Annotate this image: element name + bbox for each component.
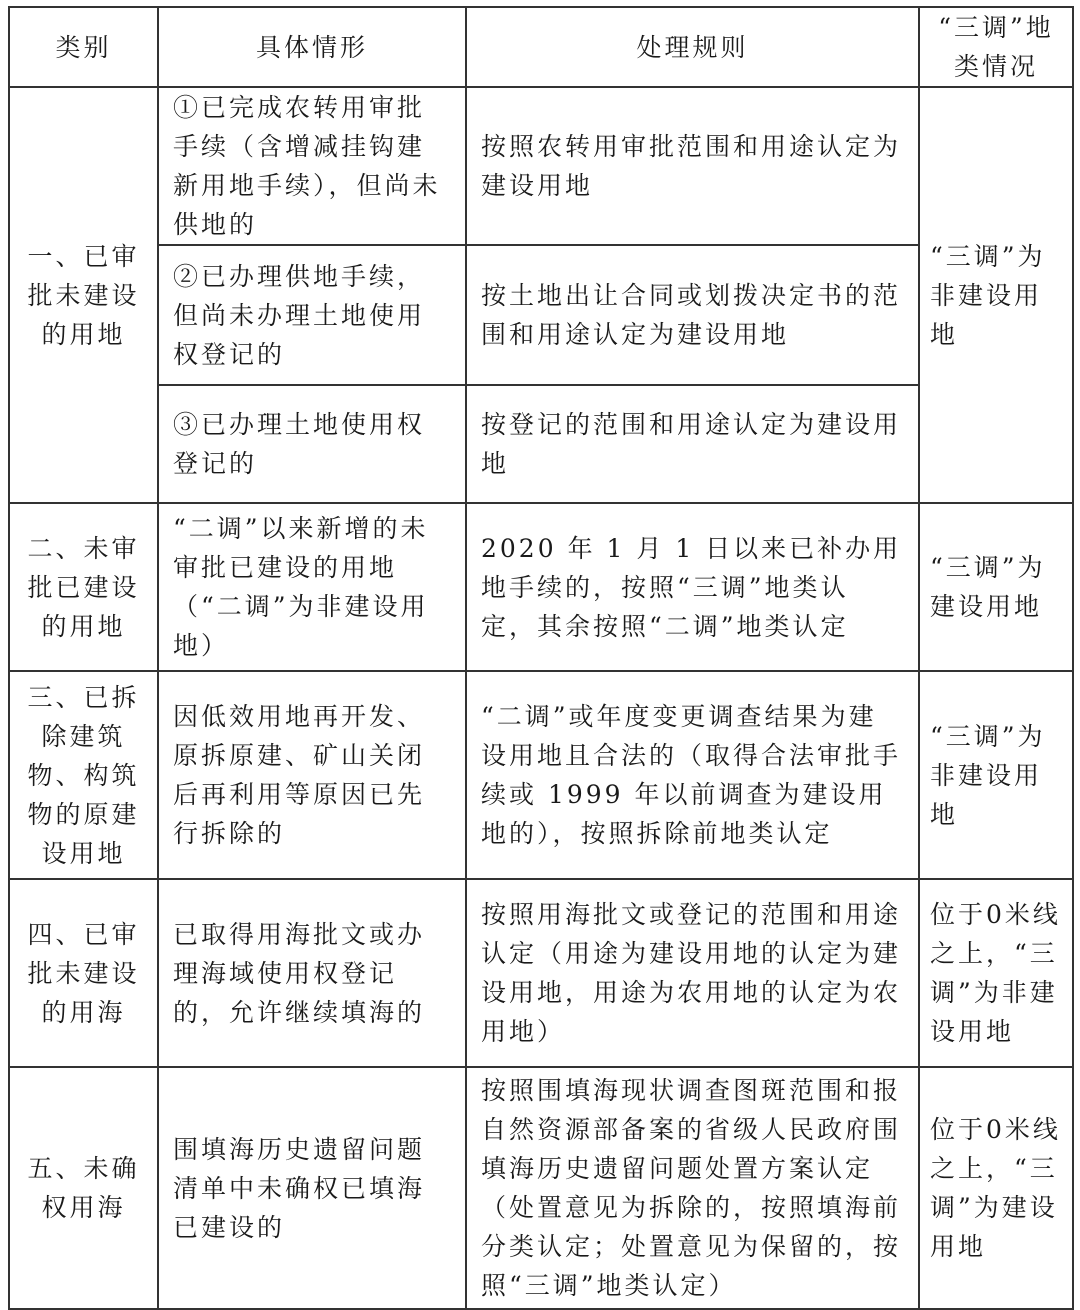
situation-cell: “二调”以来新增的未审批已建设的用地（“二调”为非建设用地） [158, 503, 466, 671]
table-row [9, 671, 1073, 879]
status-cell-5: 位于0米线之上，“三调”为建设用地 [919, 1067, 1073, 1309]
status-cell-4: 位于0米线之上，“三调”为非建设用地 [919, 879, 1073, 1067]
rule-cell: 按土地出让合同或划拨决定书的范围和用途认定为建设用地 [466, 245, 919, 385]
category-cell-3: 三、已拆除建筑物、构筑物的原建设用地 [9, 671, 158, 879]
table-row [9, 87, 1073, 245]
category-cell-2: 二、未审批已建设的用地 [9, 503, 158, 671]
table-row [9, 503, 1073, 671]
header-status: “三调”地类情况 [919, 7, 1073, 87]
situation-cell: ①已完成农转用审批手续（含增减挂钩建新用地手续），但尚未供地的 [158, 87, 466, 245]
rule-cell: 按照用海批文或登记的范围和用途认定（用途为建设用地的认定为建设用地，用途为农用地的认定为农用地） [466, 879, 919, 1067]
rule-cell: 按登记的范围和用途认定为建设用地 [466, 385, 919, 503]
table-row [9, 879, 1073, 1067]
category-cell-4: 四、已审批未建设的用海 [9, 879, 158, 1067]
table-row [9, 245, 1073, 385]
status-cell-1: “三调”为非建设用地 [919, 87, 1073, 503]
header-category: 类别 [9, 7, 158, 87]
category-cell-1: 一、已审批未建设的用地 [9, 87, 158, 503]
land-classification-table [8, 6, 1074, 1310]
header-rule: 处理规则 [466, 7, 919, 87]
status-cell-3: “三调”为非建设用地 [919, 671, 1073, 879]
rule-cell: 2020 年 1 月 1 日以来已补办用地手续的，按照“三调”地类认定，其余按照“二调”地类认定 [466, 503, 919, 671]
header-situation: 具体情形 [158, 7, 466, 87]
table-row [9, 385, 1073, 503]
situation-cell: 因低效用地再开发、原拆原建、矿山关闭后再利用等原因已先行拆除的 [158, 671, 466, 879]
table-row [9, 1067, 1073, 1309]
header-row [9, 7, 1073, 87]
situation-cell: 围填海历史遗留问题清单中未确权已填海已建设的 [158, 1067, 466, 1309]
rule-cell: 按照农转用审批范围和用途认定为建设用地 [466, 87, 919, 245]
situation-cell: 已取得用海批文或办理海域使用权登记的，允许继续填海的 [158, 879, 466, 1067]
rule-cell: 按照围填海现状调查图斑范围和报自然资源部备案的省级人民政府围填海历史遗留问题处置方案认定（处置意见为拆除的，按照填海前分类认定；处置意见为保留的，按照“三调”地类认定） [466, 1067, 919, 1309]
rule-cell: “二调”或年度变更调查结果为建设用地且合法的（取得合法审批手续或 1999 年以前调查为建设用地的），按照拆除前地类认定 [466, 671, 919, 879]
situation-cell: ③已办理土地使用权登记的 [158, 385, 466, 503]
status-cell-2: “三调”为建设用地 [919, 503, 1073, 671]
situation-cell: ②已办理供地手续，但尚未办理土地使用权登记的 [158, 245, 466, 385]
category-cell-5: 五、未确权用海 [9, 1067, 158, 1309]
